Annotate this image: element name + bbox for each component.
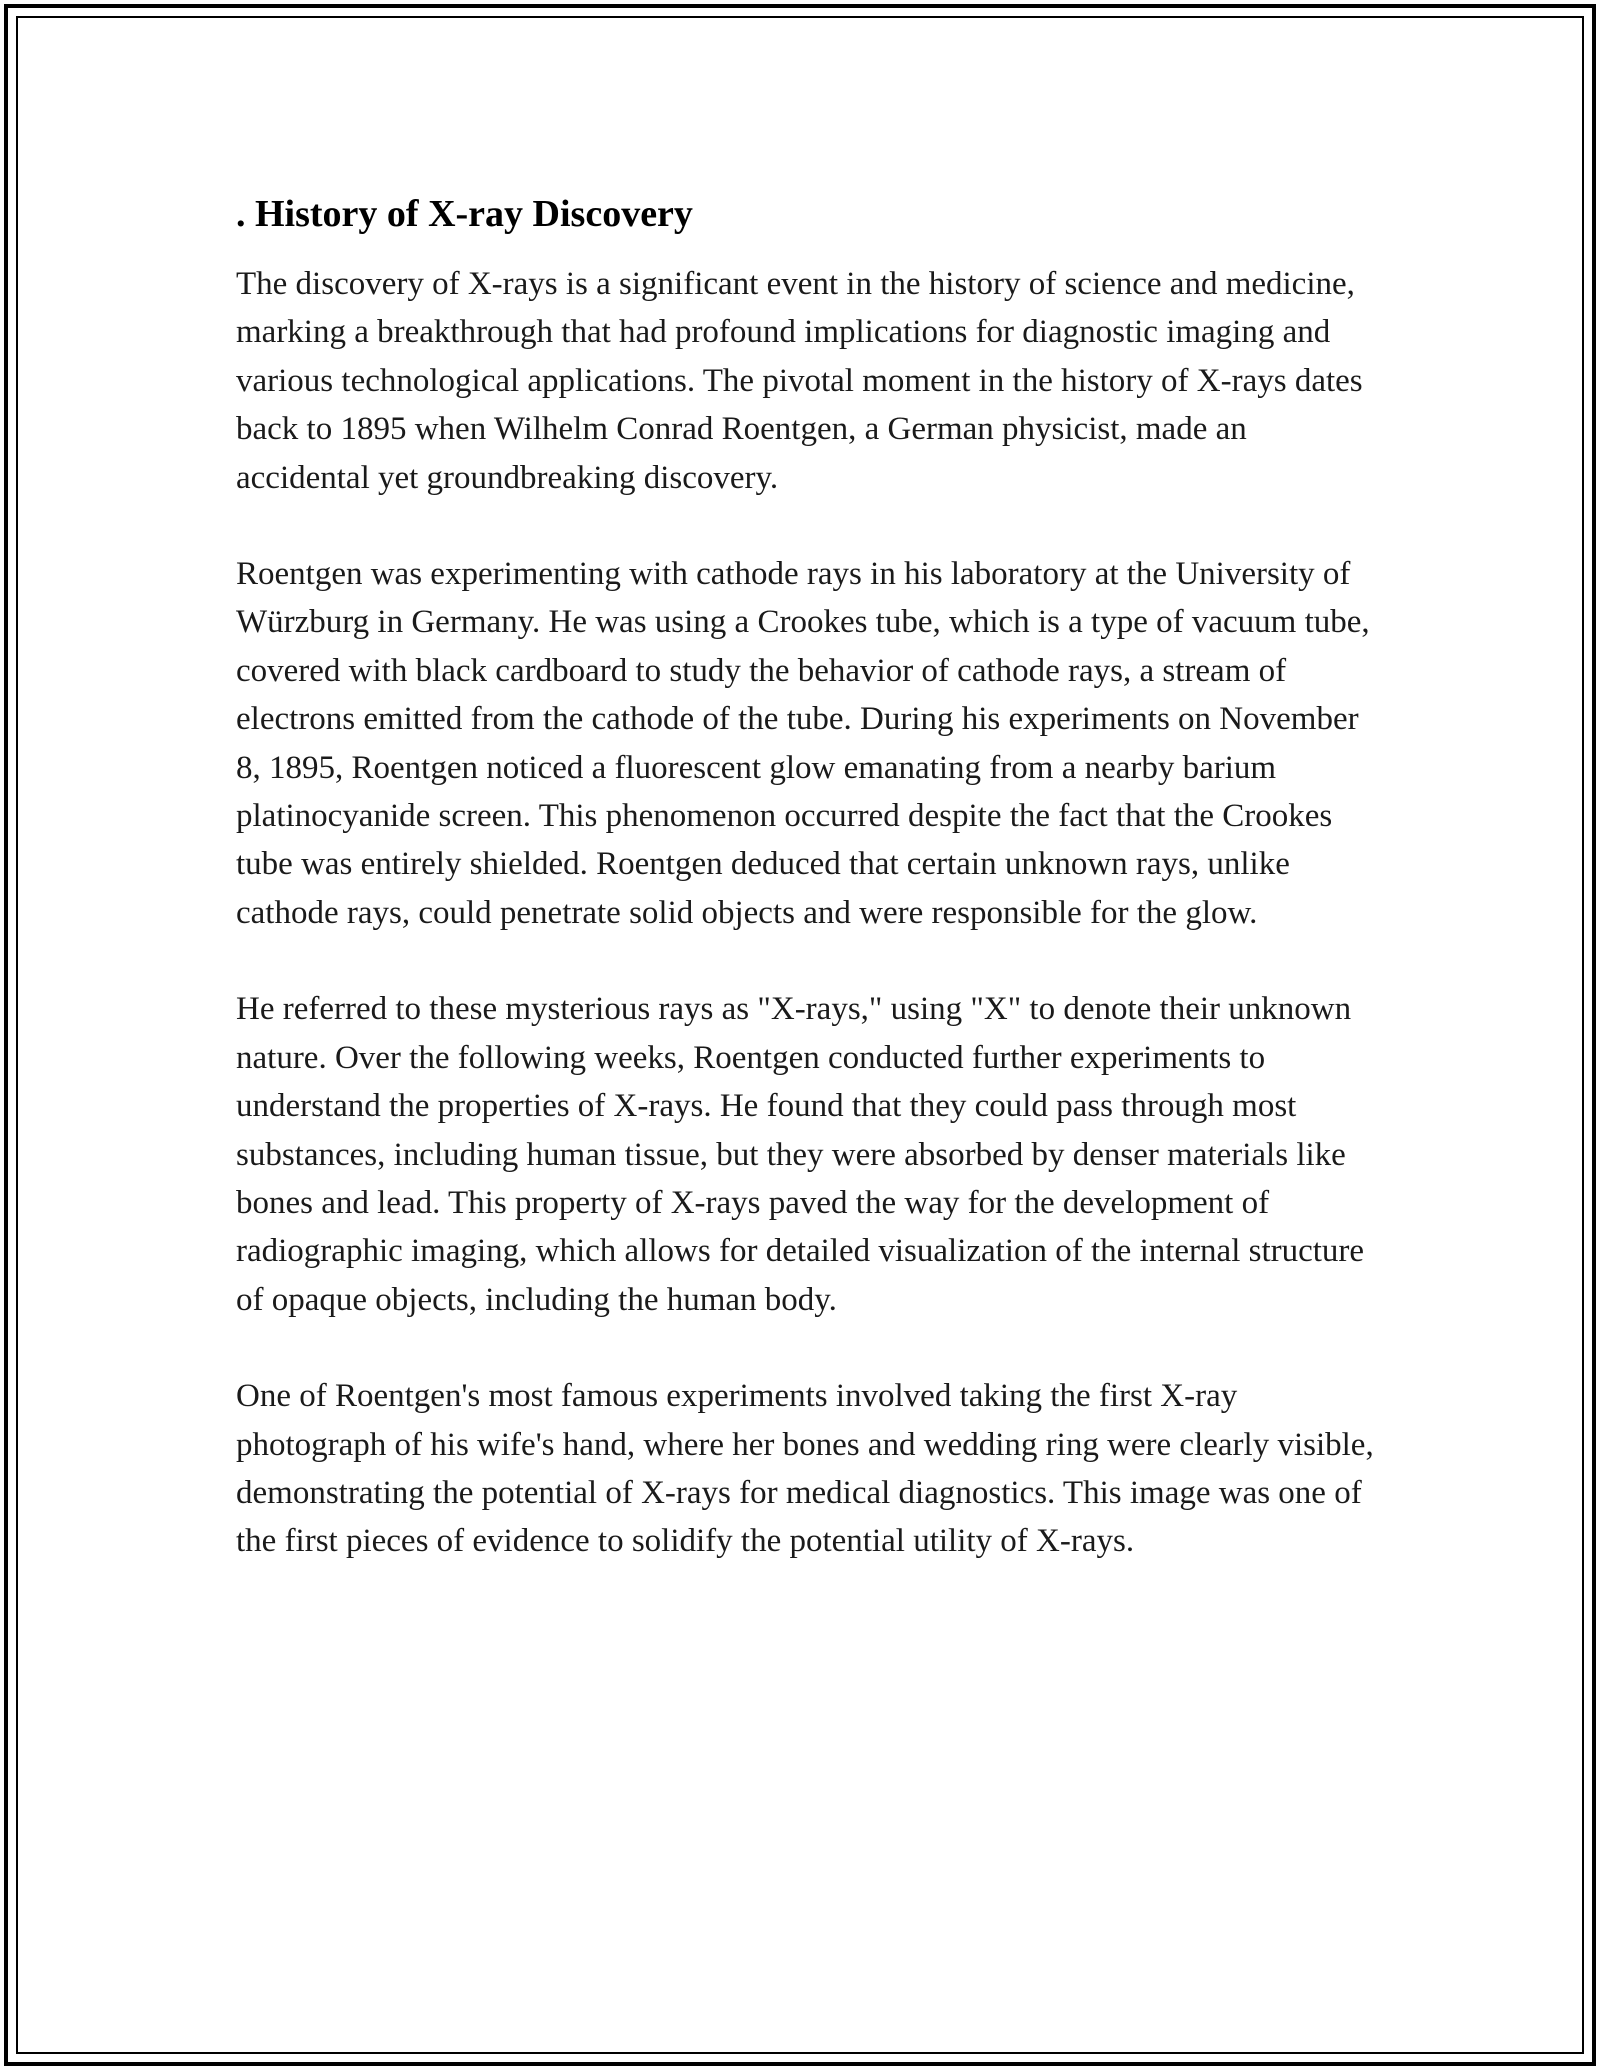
section-heading: . History of X-ray Discovery	[236, 193, 693, 235]
paragraph-experiment: Roentgen was experimenting with cathode rays in his laboratory at the University of Würzburg in Germany. He was using a Crookes tube, which is a type of vacuum tube, covered with black cardboard to study the behavior of cathode rays, a stream of electrons emitted from the cathode of the tube. During his experiments on November 8, 1895, Roentgen noticed a fluorescent glow emanating from a nearby barium platinocyanide screen. This phenomenon occurred despite the fact that the Crookes tube was entirely shielded. Roentgen deduced that certain unknown rays, unlike cathode rays, could penetrate solid objects and were responsible for the glow.	[236, 556, 1370, 931]
paragraph-properties: He referred to these mysterious rays as "X-rays," using "X" to denote their unknown nature. Over the following weeks, Roentgen conducted further experiments to understand the properties of X-rays. He found that they could pass through most substances, including human tissue, but they were absorbed by denser materials like bones and lead. This property of X-rays paved the way for the development of radiographic imaging, which allows for detailed visualization of the internal structure of opaque objects, including the human body.	[236, 991, 1365, 1318]
document-body	[236, 188, 1376, 1614]
paragraph-intro: The discovery of X-rays is a significant event in the history of science and medicine, marking a breakthrough that had profound implications for diagnostic imaging and various technological applications. The pivotal moment in the history of X-rays dates back to 1895 when Wilhelm Conrad Roentgen, a German physicist, made an accidental yet groundbreaking discovery.	[236, 266, 1363, 496]
paragraph-first-photograph: One of Roentgen's most famous experiments involved taking the first X-ray photograph of his wife's hand, where her bones and wedding ring were clearly visible, demonstrating the potential of X-rays for medical diagnostics. This image was one of the first pieces of evidence to solidify the potential utility of X-rays.	[236, 1378, 1374, 1560]
